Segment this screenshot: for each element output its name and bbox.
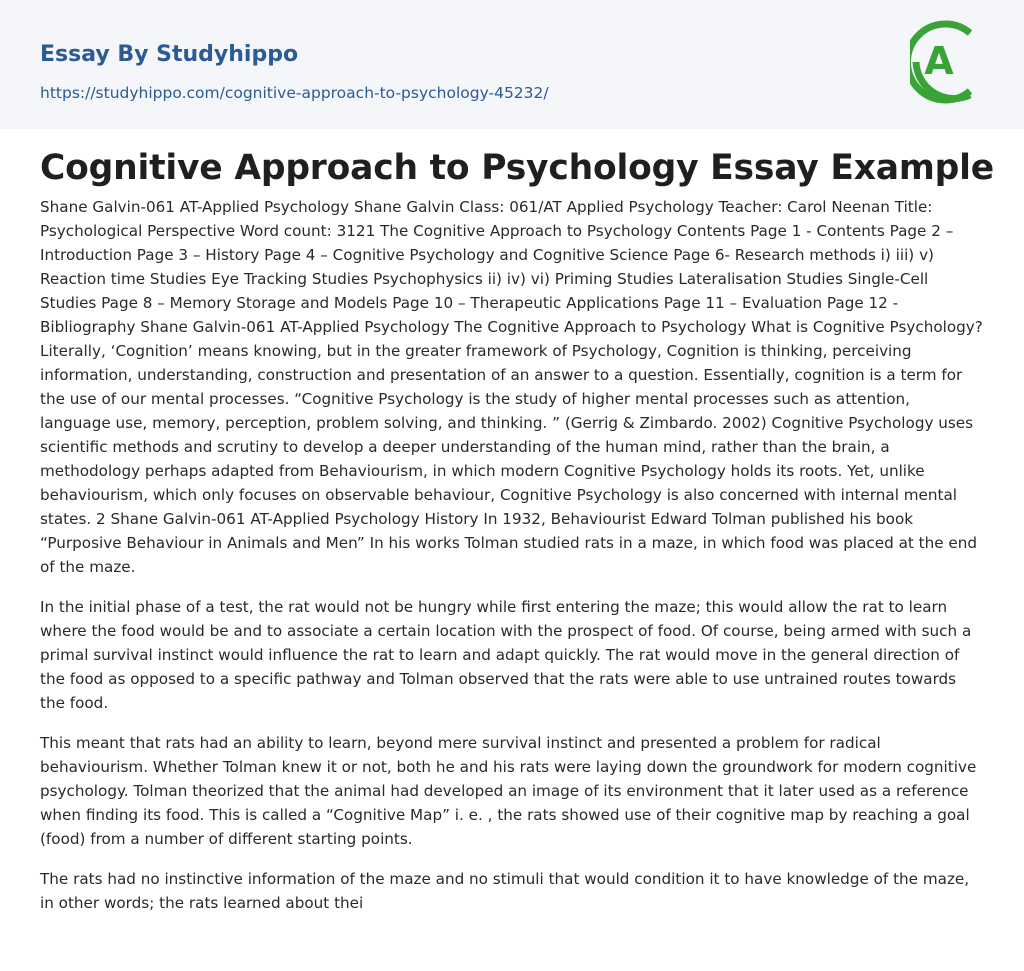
essay-paragraph: Shane Galvin-061 AT-Applied Psychology Shane Galvin Class: 061/AT Applied Psychology Teacher: Carol Neenan Title: Psychological Perspective Word count: 3121 The Cognitive Approach to Psychology Contents Page 1 - Contents Page 2 – Introduction Page 3 – History Page 4 – Cognitive Psychology and Cognitive Science Page 6- Research methods i) iii) v) Reaction time Studies Eye Tracking Studies Psychophysics ii) iv) vi) Priming Studies Lateralisation Studies Single-Cell Studies Page 8 – Memory Storage and Models Page 10 – Therapeutic Applications Page 11 – Evaluation Page 12 - Bibliography Shane Galvin-061 AT-Applied Psychology The Cognitive Approach to Psychology What is Cognitive Psychology? Literally, ‘Cognition’ means knowing, but in the greater framework of Psychology, Cognition is thinking, perceiving information, understanding, construction and presentation of an answer to a question. Essentially, cognition is a term for the use of our mental processes. “Cognitive Psychology is the study of higher mental processes such as attention, language use, memory, perception, problem solving, and thinking. ” (Gerrig & Zimbardo. 2002) Cognitive Psychology uses scientific methods and scrutiny to develop a deeper understanding of the human mind, rather than the brain, a methodology perhaps adapted from Behaviourism, in which modern Cognitive Psychology holds its roots. Yet, unlike behaviourism, which only focuses on observable behaviour, Cognitive Psychology is also concerned with internal mental states. 2 Shane Galvin-061 AT-Applied Psychology History In 1932, Behaviourist Edward Tolman published his book “Purposive Behaviour in Animals and Men” In his works Tolman studied rats in a maze, in which food was placed at the end of the maze.: [40, 198, 983, 576]
logo-letter: A: [924, 39, 954, 83]
site-header: [0, 0, 1024, 129]
brand-name: Essay By Studyhippo: [40, 42, 299, 67]
essay-paragraph: In the initial phase of a test, the rat would not be hungry while first entering the maze; this would allow the rat to learn where the food would be and to associate a certain location with the prospect of food. Of course, being armed with such a primal survival instinct would influence the rat to learn and adapt quickly. The rat would move in the general direction of the food as opposed to a specific pathway and Tolman observed that the rats were able to use untrained routes towards the food.: [40, 598, 972, 712]
essay-paragraph: The rats had no instinctive information of the maze and no stimuli that would condition it to have knowledge of the maze, in other words; the rats learned about thei: [40, 870, 970, 912]
source-url-link[interactable]: https://studyhippo.com/cognitive-approach-to-psychology-45232/: [40, 84, 549, 102]
studyhippo-logo: [910, 19, 988, 105]
essay-body: [40, 195, 984, 915]
essay-title: Cognitive Approach to Psychology Essay Example: [40, 148, 994, 188]
essay-paragraph: This meant that rats had an ability to learn, beyond mere survival instinct and presented a problem for radical behaviourism. Whether Tolman knew it or not, both he and his rats were laying down the groundwork for modern cognitive psychology. Tolman theorized that the animal had developed an image of its environment that it later used as a reference when finding its food. This is called a “Cognitive Map” i. e. , the rats showed use of their cognitive map by reaching a goal (food) from a number of different starting points.: [40, 734, 977, 848]
essay-content: [0, 147, 1024, 915]
